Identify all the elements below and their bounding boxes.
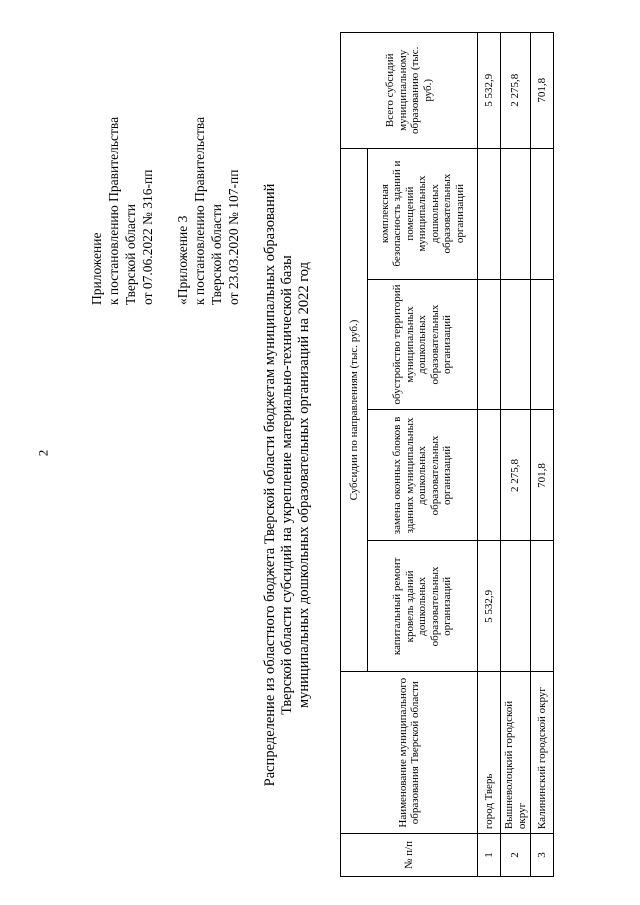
appendix-line: к постановлению Правительства — [192, 116, 207, 305]
appendix-line: от 07.06.2022 № 316-пп — [140, 169, 155, 305]
header-direction-safety: комплексная безопасность зданий и помещений муниципальных дошкольных образовательных организаций — [368, 148, 478, 279]
row-value-windows: 2 275,8 — [501, 410, 531, 541]
row-number: 3 — [531, 834, 554, 877]
header-number: № п/п — [341, 834, 478, 877]
appendix-line: Приложение — [89, 232, 104, 305]
row-value-total: 5 532,9 — [478, 33, 501, 149]
appendix-line: к постановлению Правительства — [106, 116, 121, 305]
header-total: Всего субсидий муниципальному образованию (тыс. руб.) — [341, 33, 478, 149]
row-value-territory — [501, 279, 531, 410]
row-value-total: 701,8 — [531, 33, 554, 149]
row-value-safety — [501, 148, 531, 279]
appendix-reference — [88, 5, 242, 305]
row-value-windows — [478, 410, 501, 541]
page-number: 2 — [35, 449, 51, 457]
row-municipality: Калининский городской округ — [531, 672, 554, 834]
appendix-line: Тверской области — [209, 204, 224, 305]
row-municipality: город Тверь — [478, 672, 501, 834]
header-direction-territory: обустройство территорий муниципальных дошкольных образовательных организаций — [368, 279, 478, 410]
subsidy-table — [340, 32, 554, 877]
document-title — [262, 105, 313, 865]
header-direction-roof: капитальный ремонт кровель зданий дошкольных образовательных организаций — [368, 541, 478, 672]
title-line: Распределение из областного бюджета Тверской области бюджетам муниципальных образований — [262, 183, 278, 787]
row-value-safety — [478, 148, 501, 279]
row-value-roof — [531, 541, 554, 672]
header-directions-group: Субсидии по направлениям (тыс. руб.) — [341, 148, 368, 672]
row-value-territory — [478, 279, 501, 410]
header-direction-windows: замена оконных блоков в зданиях муниципальных дошкольных образовательных организаций — [368, 410, 478, 541]
title-line: Тверской области субсидий на укрепление материально-технической базы — [279, 255, 295, 715]
appendix-line: Тверской области — [123, 204, 138, 305]
title-line: муниципальных дошкольных образовательных организаций на 2022 год — [296, 261, 312, 709]
header-municipality: Наименование муниципального образования Тверской области — [341, 672, 478, 834]
table-row — [531, 33, 554, 877]
row-value-safety — [531, 148, 554, 279]
row-municipality: Вышневолоцкий городской округ — [501, 672, 531, 834]
row-value-total: 2 275,8 — [501, 33, 531, 149]
row-value-roof — [501, 541, 531, 672]
appendix-line: от 23.03.2020 № 107-пп — [226, 169, 241, 305]
table-row — [501, 33, 531, 877]
row-value-roof: 5 532,9 — [478, 541, 501, 672]
table-row — [478, 33, 501, 877]
row-value-windows: 701,8 — [531, 410, 554, 541]
appendix-line: «Приложение 3 — [175, 215, 190, 305]
row-number: 1 — [478, 834, 501, 877]
row-value-territory — [531, 279, 554, 410]
row-number: 2 — [501, 834, 531, 877]
